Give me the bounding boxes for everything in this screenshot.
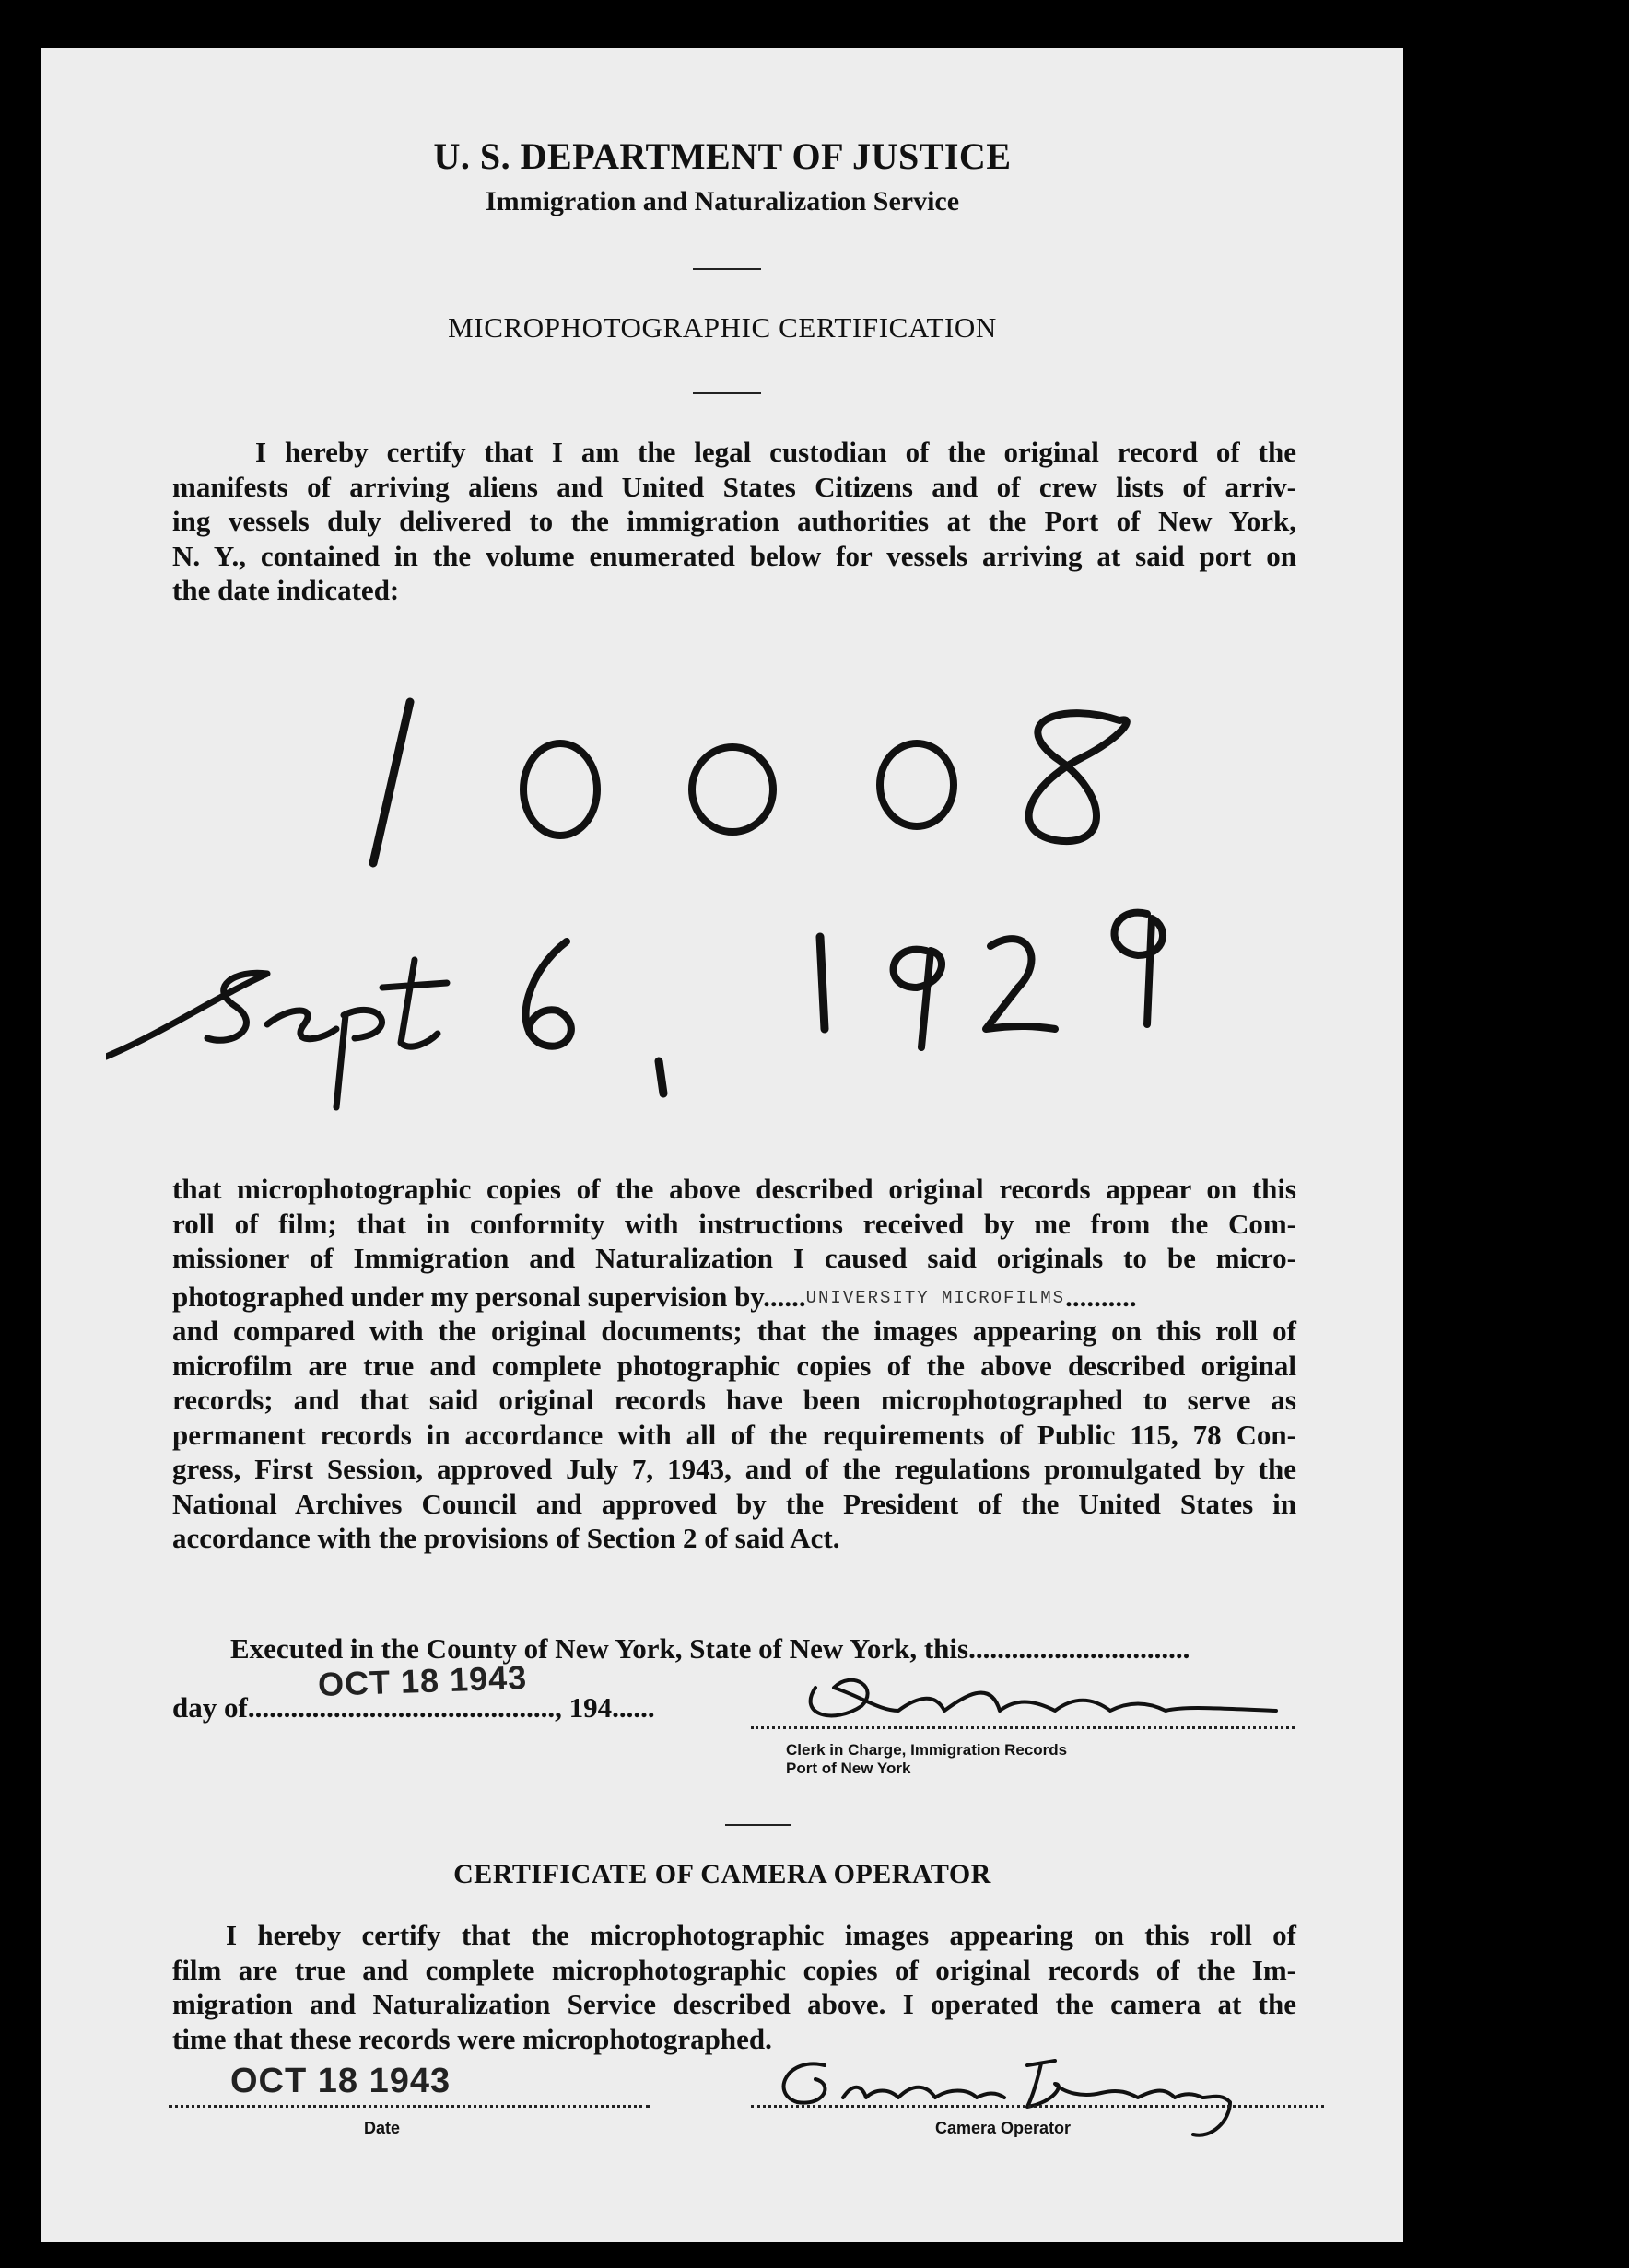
clerk-signature [779,1660,1295,1734]
day-of-label: day of [172,1691,248,1724]
camera-operator-label: Camera Operator [935,2119,1072,2137]
paragraph-line: gress, First Session, approved July 7, 1943, and of the regulations promulgated by the [172,1453,1296,1485]
certificate-sheet [41,48,1403,2242]
dotted-leader: ........................................... [247,1691,556,1724]
supervision-text: photographed under my personal supervision by [172,1280,764,1313]
paragraph-line: migration and Naturalization Service described above. I operated the camera at the [172,1988,1296,2020]
date-stamp: OCT 18 1943 [317,1658,528,1703]
dotted-leader: ...... [612,1691,655,1724]
paragraph-line: records; and that said original records have been microphotographed to serve as [172,1384,1296,1416]
date-label: Date [364,2119,401,2137]
divider [693,392,761,394]
clerk-signature-line [751,1726,1295,1729]
paragraph-line: ing vessels duly delivered to the immigration authorities at the Port of New York, [172,505,1296,537]
clerk-title-line: Port of New York [786,1759,911,1777]
divider [725,1824,791,1826]
paragraph-line: National Archives Council and approved by the President of the United States in [172,1487,1296,1520]
paragraph-line: I hereby certify that I am the legal custodian of the original record of the [255,436,1296,468]
date-line [169,2105,650,2108]
paragraph-line: roll of film; that in conformity with instructions received by me from the Com- [172,1207,1296,1240]
camera-operator-title: CERTIFICATE OF CAMERA OPERATOR [453,1859,991,1889]
dotted-leader: .......... [1065,1280,1137,1313]
paragraph-line: missioner of Immigration and Naturalization I caused said originals to be micro- [172,1242,1296,1274]
clerk-title-line: Clerk in Charge, Immigration Records [786,1741,1068,1759]
paragraph-line: permanent records in accordance with all of the requirements of Public 115, 78 Con- [172,1418,1296,1451]
camera-operator-signature-line [751,2105,1324,2108]
typed-company-name: UNIVERSITY MICROFILMS [805,1287,1066,1308]
paragraph-line [172,1280,1296,1315]
paragraph-line: the date indicated: [172,574,400,606]
clerk-title [786,1741,1067,1778]
paragraph-line: microfilm are true and complete photographic copies of the above described original [172,1349,1296,1382]
camera-date-stamp: OCT 18 1943 [230,2062,451,2100]
divider [693,268,761,270]
microphotographic-paragraph [172,1172,1296,1556]
camera-operator-paragraph [172,1918,1296,2056]
handwritten-date [106,877,1304,1116]
paragraph-line: that microphotographic copies of the above described original records appear on this [172,1173,1296,1205]
department-heading: U. S. DEPARTMENT OF JUSTICE [433,135,1012,177]
executed-text: Executed in the County of New York, State of New York, this [230,1632,969,1665]
paragraph-line: and compared with the original documents; that the images appearing on this roll of [172,1315,1296,1347]
handwritten-volume-number [346,637,1267,877]
year-prefix: , 194 [555,1691,613,1724]
dotted-leader: ...... [763,1280,806,1313]
custodian-paragraph [172,435,1296,608]
dotted-leader: ............................... [968,1632,1190,1665]
paragraph-line: I hereby certify that the microphotographic images appearing on this roll of [226,1919,1296,1951]
paragraph-line: manifests of arriving aliens and United States Citizens and of crew lists of arriv- [172,470,1296,503]
service-subheading: Immigration and Naturalization Service [485,186,960,216]
paragraph-line: film are true and complete microphotographic copies of original records of the Im- [172,1953,1296,1986]
certification-title: MICROPHOTOGRAPHIC CERTIFICATION [448,311,997,344]
paragraph-line: time that these records were microphotographed. [172,2022,772,2055]
paragraph-line: N. Y., contained in the volume enumerated below for vessels arriving at said port on [172,539,1296,572]
paragraph-line: accordance with the provisions of Section 2 of said Act. [172,1522,840,1554]
